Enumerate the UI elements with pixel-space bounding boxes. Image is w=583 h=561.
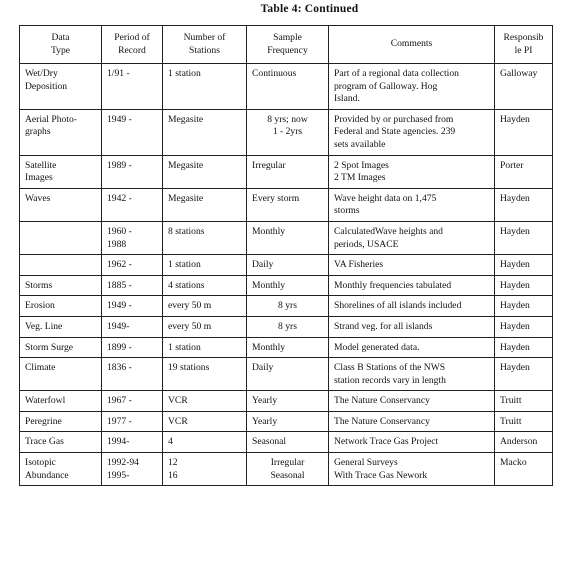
cell-line: Provided by or purchased from xyxy=(334,113,454,125)
cell-stations xyxy=(163,316,247,337)
table-row xyxy=(20,255,553,276)
cell-line: CalculatedWave heights and xyxy=(334,225,443,237)
cell-period xyxy=(102,188,163,221)
cell-period xyxy=(102,358,163,391)
cell-pi xyxy=(495,337,553,358)
column-header xyxy=(329,26,495,64)
cell-comments xyxy=(329,296,495,317)
cell-frequency xyxy=(247,391,329,412)
cell-line: 8 yrs xyxy=(278,320,297,332)
cell-line: Images xyxy=(25,172,53,184)
cell-line: Trace Gas xyxy=(25,436,64,448)
cell-line: 1960 - xyxy=(107,225,132,237)
cell-line: Class B Stations of the NWS xyxy=(334,362,446,374)
cell-line: Yearly xyxy=(252,415,278,427)
cell-pi xyxy=(495,316,553,337)
cell-line: 1949- xyxy=(107,320,130,332)
table-row xyxy=(20,337,553,358)
cell-frequency xyxy=(247,64,329,110)
cell-line: Seasonal xyxy=(270,469,305,481)
table-row xyxy=(20,109,553,155)
cell-data-type xyxy=(20,296,102,317)
cell-data-type xyxy=(20,316,102,337)
cell-pi xyxy=(495,255,553,276)
cell-frequency xyxy=(247,155,329,188)
cell-line: Truitt xyxy=(500,395,522,407)
cell-line: Peregrine xyxy=(25,415,62,427)
cell-frequency xyxy=(247,188,329,221)
cell-period xyxy=(102,337,163,358)
cell-line: 1989 - xyxy=(107,159,132,171)
column-header-line: Responsib xyxy=(503,31,544,43)
cell-line: Macko xyxy=(500,457,527,469)
cell-comments xyxy=(329,275,495,296)
cell-pi xyxy=(495,411,553,432)
data-table xyxy=(19,25,553,486)
cell-stations xyxy=(163,155,247,188)
cell-line: Yearly xyxy=(252,395,278,407)
cell-period xyxy=(102,109,163,155)
cell-line: VCR xyxy=(168,415,188,427)
cell-line: station records vary in length xyxy=(334,374,446,386)
cell-line: Waterfowl xyxy=(25,395,66,407)
cell-line: Daily xyxy=(252,362,274,374)
table-header-row xyxy=(20,26,553,64)
table-row xyxy=(20,275,553,296)
cell-data-type xyxy=(20,221,102,254)
cell-line: Wave height data on 1,475 xyxy=(334,192,437,204)
cell-line: Abundance xyxy=(25,469,69,481)
cell-line: storms xyxy=(334,205,360,217)
cell-line: Federal and State agencies. 239 xyxy=(334,126,456,138)
cell-line: sets available xyxy=(334,138,386,150)
cell-comments xyxy=(329,316,495,337)
cell-frequency xyxy=(247,275,329,296)
cell-line: 1988 xyxy=(107,238,127,250)
cell-data-type xyxy=(20,411,102,432)
cell-line: periods, USACE xyxy=(334,238,399,250)
cell-data-type xyxy=(20,391,102,412)
cell-line: Satellite xyxy=(25,159,57,171)
cell-stations xyxy=(163,188,247,221)
cell-frequency xyxy=(247,255,329,276)
cell-comments xyxy=(329,255,495,276)
cell-data-type xyxy=(20,453,102,486)
cell-line: 8 stations xyxy=(168,225,205,237)
cell-line: 1/91 - xyxy=(107,68,130,79)
cell-stations xyxy=(163,337,247,358)
cell-frequency xyxy=(247,296,329,317)
table-row xyxy=(20,296,553,317)
cell-line: 1836 - xyxy=(107,362,132,374)
cell-line: graphs xyxy=(25,126,51,138)
cell-line: 19 stations xyxy=(168,362,210,374)
cell-stations xyxy=(163,358,247,391)
cell-frequency xyxy=(247,337,329,358)
cell-line: General Surveys xyxy=(334,457,398,469)
cell-line: 1885 - xyxy=(107,279,132,291)
cell-line: Model generated data. xyxy=(334,341,420,353)
column-header-line: Record xyxy=(118,44,146,56)
cell-line: program of Galloway. Hog xyxy=(334,80,438,92)
cell-comments xyxy=(329,432,495,453)
column-header xyxy=(20,26,102,64)
cell-line: Hayden xyxy=(500,225,530,237)
cell-frequency xyxy=(247,358,329,391)
table-row xyxy=(20,316,553,337)
cell-frequency xyxy=(247,432,329,453)
cell-period xyxy=(102,255,163,276)
cell-line: VA Fisheries xyxy=(334,259,384,271)
cell-comments xyxy=(329,109,495,155)
cell-line: VCR xyxy=(168,395,188,407)
cell-period xyxy=(102,155,163,188)
cell-line: Hayden xyxy=(500,259,530,271)
cell-pi xyxy=(495,453,553,486)
column-header xyxy=(495,26,553,64)
column-header-line: Period of xyxy=(114,31,150,43)
cell-line: The Nature Conservancy xyxy=(334,415,430,427)
cell-line: Wet/Dry xyxy=(25,68,58,79)
cell-period xyxy=(102,316,163,337)
cell-line: Monthly frequencies tabulated xyxy=(334,279,452,291)
cell-pi xyxy=(495,188,553,221)
cell-line: every 50 m xyxy=(168,300,212,312)
table-body xyxy=(20,64,553,486)
cell-line: 2 Spot Images xyxy=(334,159,389,171)
cell-line: 4 stations xyxy=(168,279,205,291)
column-header-line: Stations xyxy=(189,44,220,56)
cell-comments xyxy=(329,188,495,221)
cell-line: 1 - 2yrs xyxy=(272,126,303,138)
table-row xyxy=(20,221,553,254)
cell-line: Isotopic xyxy=(25,457,56,469)
cell-frequency xyxy=(247,316,329,337)
cell-data-type xyxy=(20,64,102,110)
cell-stations xyxy=(163,453,247,486)
cell-line: Monthly xyxy=(252,341,286,353)
cell-line: With Trace Gas Nework xyxy=(334,469,428,481)
column-header-line: Number of xyxy=(183,31,226,43)
cell-period xyxy=(102,411,163,432)
cell-frequency xyxy=(247,453,329,486)
column-header-line: Sample xyxy=(273,31,302,43)
cell-data-type xyxy=(20,358,102,391)
cell-line: Shorelines of all islands included xyxy=(334,300,462,312)
cell-line: 1949 - xyxy=(107,113,132,125)
cell-data-type xyxy=(20,109,102,155)
cell-line: 1967 - xyxy=(107,395,132,407)
cell-pi xyxy=(495,358,553,391)
cell-period xyxy=(102,64,163,110)
cell-line: 8 yrs xyxy=(278,300,297,312)
cell-data-type xyxy=(20,275,102,296)
cell-line: Hayden xyxy=(500,362,530,374)
cell-line: Hayden xyxy=(500,341,530,353)
cell-pi xyxy=(495,275,553,296)
cell-pi xyxy=(495,109,553,155)
cell-line: Megasite xyxy=(168,113,204,125)
table-row xyxy=(20,188,553,221)
table-row xyxy=(20,155,553,188)
cell-stations xyxy=(163,391,247,412)
cell-period xyxy=(102,296,163,317)
cell-line: Hayden xyxy=(500,192,530,204)
cell-line: Veg. Line xyxy=(25,320,63,332)
cell-comments xyxy=(329,411,495,432)
cell-data-type xyxy=(20,188,102,221)
cell-comments xyxy=(329,155,495,188)
cell-line: 1962 - xyxy=(107,259,132,271)
cell-frequency xyxy=(247,109,329,155)
cell-comments xyxy=(329,64,495,110)
cell-stations xyxy=(163,432,247,453)
cell-comments xyxy=(329,337,495,358)
cell-line: Truitt xyxy=(500,415,522,427)
cell-period xyxy=(102,275,163,296)
cell-line: Porter xyxy=(500,159,524,171)
cell-stations xyxy=(163,109,247,155)
column-header-line: Comments xyxy=(390,38,433,50)
cell-line: 1 station xyxy=(168,68,201,79)
table-row xyxy=(20,391,553,412)
cell-comments xyxy=(329,453,495,486)
cell-data-type xyxy=(20,432,102,453)
cell-line: 1942 - xyxy=(107,192,132,204)
cell-stations xyxy=(163,221,247,254)
cell-line: Seasonal xyxy=(252,436,287,448)
column-header xyxy=(247,26,329,64)
cell-stations xyxy=(163,296,247,317)
cell-line: every 50 m xyxy=(168,320,212,332)
cell-line: Hayden xyxy=(500,279,530,291)
cell-stations xyxy=(163,275,247,296)
cell-line: Irregular xyxy=(252,159,286,171)
table-row xyxy=(20,358,553,391)
cell-line: 8 yrs; now xyxy=(267,113,308,125)
cell-line: Galloway xyxy=(500,68,538,79)
column-header xyxy=(102,26,163,64)
cell-pi xyxy=(495,221,553,254)
cell-data-type xyxy=(20,255,102,276)
cell-stations xyxy=(163,64,247,110)
cell-comments xyxy=(329,221,495,254)
cell-line: 1994- xyxy=(107,436,130,448)
cell-line: Deposition xyxy=(25,80,68,92)
table-row xyxy=(20,453,553,486)
cell-data-type xyxy=(20,155,102,188)
cell-line: 12 xyxy=(168,457,178,469)
cell-line: 16 xyxy=(168,469,178,481)
cell-pi xyxy=(495,155,553,188)
cell-line: Network Trace Gas Project xyxy=(334,436,439,448)
column-header-line: Data xyxy=(51,31,70,43)
cell-pi xyxy=(495,432,553,453)
cell-line: 4 xyxy=(168,436,173,448)
cell-stations xyxy=(163,255,247,276)
cell-line: Hayden xyxy=(500,113,530,125)
cell-line: 1995- xyxy=(107,469,130,481)
cell-line: Megasite xyxy=(168,159,204,171)
cell-line: Irregular xyxy=(270,457,305,469)
cell-line: Waves xyxy=(25,192,51,204)
cell-line: Monthly xyxy=(252,279,286,291)
cell-pi xyxy=(495,296,553,317)
cell-line: Monthly xyxy=(252,225,286,237)
cell-line: Storm Surge xyxy=(25,341,74,353)
cell-line: 1992-94 xyxy=(107,457,139,469)
cell-line: Anderson xyxy=(500,436,538,448)
table-row xyxy=(20,432,553,453)
cell-comments xyxy=(329,391,495,412)
cell-period xyxy=(102,391,163,412)
table-row xyxy=(20,411,553,432)
table-caption: Table 4: Continued xyxy=(260,3,359,15)
cell-line: 1949 - xyxy=(107,300,132,312)
cell-line: Strand veg. for all islands xyxy=(334,320,433,332)
cell-frequency xyxy=(247,411,329,432)
cell-line: Daily xyxy=(252,259,274,271)
cell-line: Erosion xyxy=(25,300,55,312)
cell-data-type xyxy=(20,337,102,358)
cell-line: The Nature Conservancy xyxy=(334,395,430,407)
column-header-line: Type xyxy=(50,44,71,56)
cell-line: 1899 - xyxy=(107,341,132,353)
column-header xyxy=(163,26,247,64)
cell-line: Continuous xyxy=(252,68,297,79)
cell-line: Aerial Photo- xyxy=(25,113,77,125)
cell-line: Part of a regional data collection xyxy=(334,68,459,79)
cell-pi xyxy=(495,391,553,412)
cell-line: Island. xyxy=(334,93,360,105)
cell-line: Hayden xyxy=(500,300,530,312)
cell-line: Hayden xyxy=(500,320,530,332)
cell-frequency xyxy=(247,221,329,254)
cell-line: Climate xyxy=(25,362,56,374)
cell-line: 1 station xyxy=(168,259,201,271)
column-header-line: le PI xyxy=(514,44,533,56)
column-header-line: Frequency xyxy=(267,44,308,56)
cell-pi xyxy=(495,64,553,110)
cell-period xyxy=(102,221,163,254)
cell-line: Every storm xyxy=(252,192,300,204)
table-row xyxy=(20,64,553,110)
cell-line: 1977 - xyxy=(107,415,132,427)
cell-comments xyxy=(329,358,495,391)
cell-period xyxy=(102,453,163,486)
cell-period xyxy=(102,432,163,453)
cell-line: Storms xyxy=(25,279,53,291)
cell-line: 1 station xyxy=(168,341,201,353)
cell-line: Megasite xyxy=(168,192,204,204)
cell-line: 2 TM Images xyxy=(334,172,386,184)
cell-stations xyxy=(163,411,247,432)
